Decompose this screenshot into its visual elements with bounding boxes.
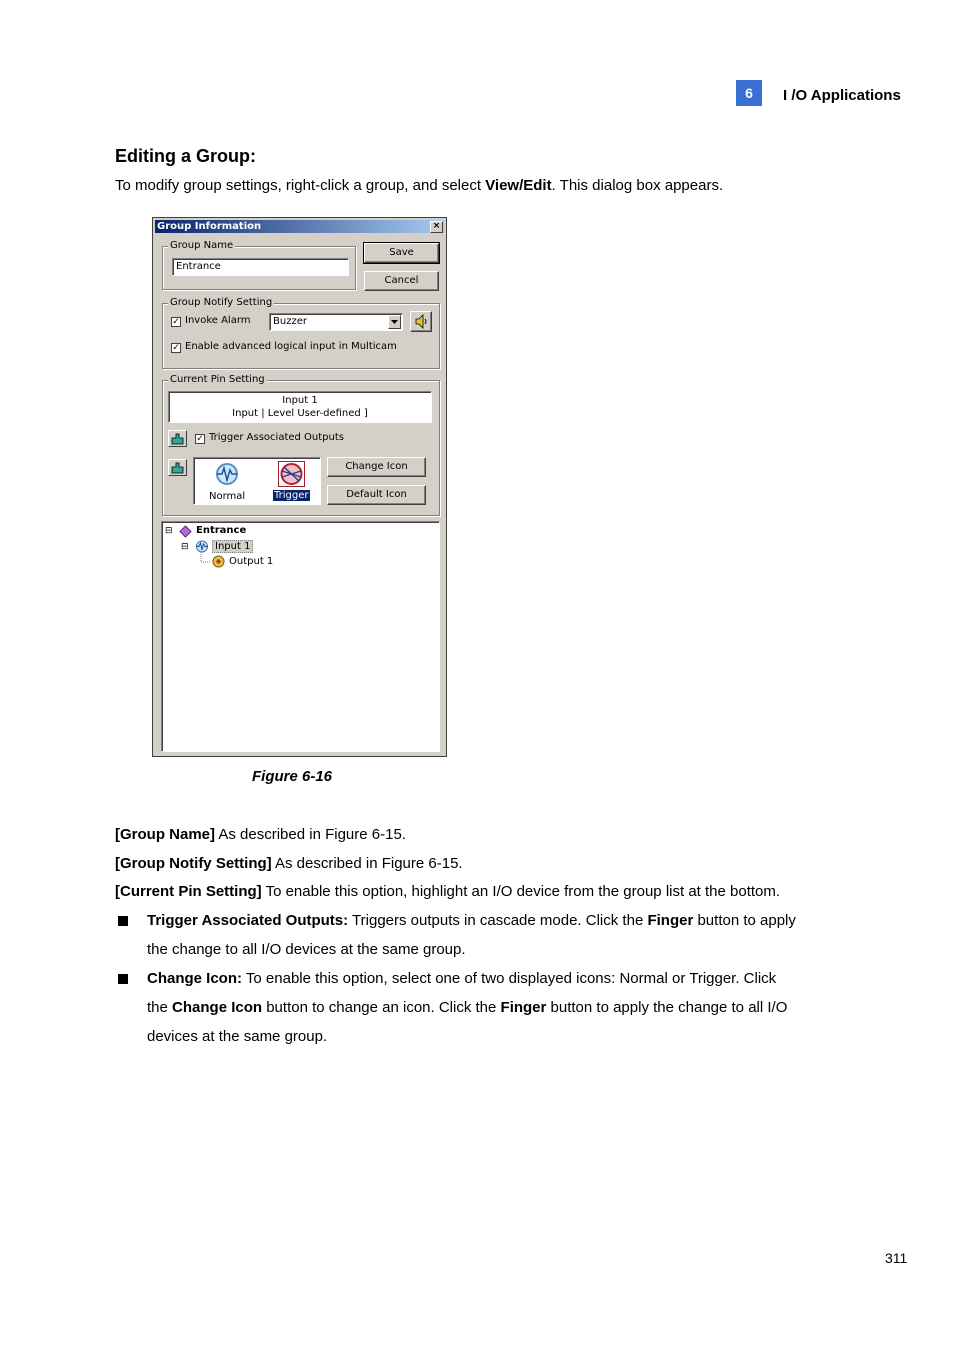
bullet-square-icon bbox=[118, 974, 128, 984]
bullet-change-icon: Change Icon: To enable this option, select one of two displayed icons: Normal or Trigger. Click the Change Icon button to change an icon. Click the Finger button to apply the change to all I/O devices at the same group. bbox=[147, 970, 788, 1045]
pin-setting-legend: Current Pin Setting bbox=[170, 374, 265, 385]
paragraph-group-name: [Group Name] As described in Figure 6-15. bbox=[115, 826, 406, 843]
tree-child-label[interactable]: Input 1 bbox=[212, 540, 253, 553]
alarm-sound-select[interactable] bbox=[269, 313, 403, 331]
advanced-input-label: Enable advanced logical input in Multicam bbox=[185, 341, 397, 352]
play-sound-button[interactable] bbox=[410, 311, 432, 332]
finger-button-trigger[interactable] bbox=[168, 430, 187, 447]
close-button[interactable] bbox=[430, 221, 443, 233]
finger-button-icon[interactable] bbox=[168, 459, 187, 476]
tree-connector bbox=[200, 552, 212, 566]
icon-normal-label: Normal bbox=[209, 491, 246, 502]
pin-info-box bbox=[168, 391, 432, 423]
paragraph-notify-setting: [Group Notify Setting] As described in Figure 6-15. bbox=[115, 855, 463, 872]
group-name-group bbox=[162, 240, 356, 290]
io-trigger-icon bbox=[278, 461, 305, 487]
chapter-title: I /O Applications bbox=[783, 87, 901, 104]
trigger-outputs-label: Trigger Associated Outputs bbox=[209, 432, 344, 443]
tree-root-label[interactable]: Entrance bbox=[196, 525, 247, 536]
bullet-square-icon bbox=[118, 916, 128, 926]
save-button[interactable]: Save bbox=[364, 243, 439, 263]
paragraph-pin-setting: [Current Pin Setting] To enable this option, highlight an I/O device from the group list at the bottom. bbox=[115, 883, 781, 900]
icon-trigger-label: Trigger bbox=[274, 490, 309, 501]
tree-expander-root[interactable]: ⊟ bbox=[165, 526, 173, 536]
trigger-outputs-checkbox[interactable]: ✓ bbox=[196, 434, 204, 444]
change-icon-button[interactable]: Change Icon bbox=[327, 457, 426, 477]
notify-setting-legend: Group Notify Setting bbox=[170, 297, 273, 308]
pin-info-line2: Input | Level User-defined ] bbox=[232, 408, 368, 419]
group-information-dialog bbox=[152, 217, 447, 757]
chapter-number-badge: 6 bbox=[736, 80, 762, 106]
group-icon bbox=[179, 525, 192, 538]
dialog-titlebar bbox=[155, 220, 444, 233]
notify-setting-group bbox=[162, 297, 440, 369]
alarm-sound-value: Buzzer bbox=[273, 316, 307, 327]
group-name-legend: Group Name bbox=[170, 240, 234, 251]
group-name-input[interactable]: Entrance bbox=[172, 258, 349, 276]
dialog-title: Group Information bbox=[157, 221, 262, 232]
advanced-input-checkbox[interactable]: ✓ bbox=[172, 343, 180, 353]
page-number: 311 bbox=[885, 1250, 908, 1266]
tree-expander-child[interactable]: ⊟ bbox=[181, 542, 189, 552]
output-icon bbox=[212, 555, 225, 568]
speaker-icon bbox=[411, 312, 431, 331]
icon-normal-option[interactable] bbox=[214, 461, 240, 490]
pin-setting-group bbox=[162, 374, 440, 516]
tree-grandchild-label[interactable]: Output 1 bbox=[229, 556, 274, 567]
default-icon-button[interactable]: Default Icon bbox=[327, 485, 426, 505]
cancel-button[interactable]: Cancel bbox=[364, 271, 439, 291]
intro-paragraph: To modify group settings, right-click a group, and select View/Edit. This dialog box appears. bbox=[115, 177, 724, 194]
finger-icon bbox=[169, 431, 186, 446]
invoke-alarm-label: Invoke Alarm bbox=[185, 315, 251, 326]
io-normal-icon bbox=[214, 461, 240, 487]
finger-icon bbox=[169, 460, 186, 475]
bullet-trigger-outputs: Trigger Associated Outputs: Triggers outputs in cascade mode. Click the Finger button to apply the change to all I/O devices at the same group. bbox=[147, 912, 796, 958]
icon-trigger-option[interactable] bbox=[278, 461, 305, 490]
invoke-alarm-checkbox[interactable]: ✓ bbox=[172, 317, 180, 327]
chevron-down-icon[interactable] bbox=[388, 315, 401, 329]
pin-info-line1: Input 1 bbox=[282, 395, 318, 406]
section-heading: Editing a Group: bbox=[115, 146, 256, 166]
close-icon: × bbox=[432, 221, 441, 231]
figure-caption: Figure 6-16 bbox=[252, 768, 333, 785]
group-tree[interactable] bbox=[161, 521, 440, 752]
icon-picker bbox=[193, 457, 321, 505]
